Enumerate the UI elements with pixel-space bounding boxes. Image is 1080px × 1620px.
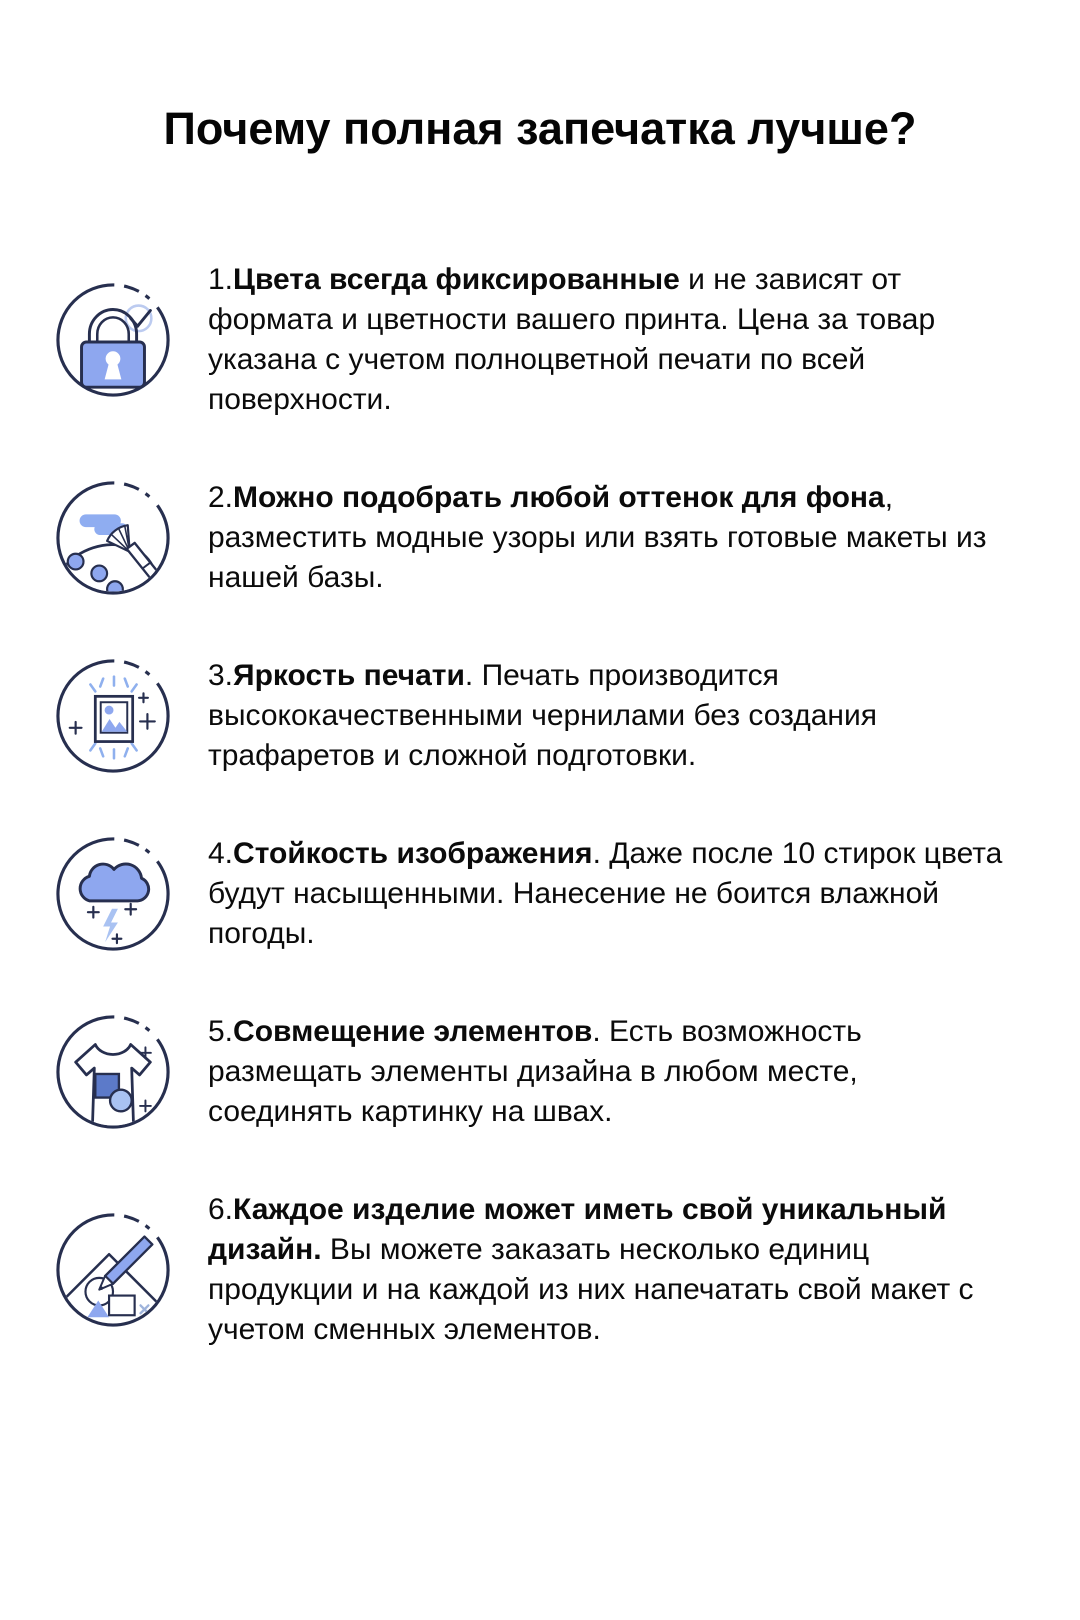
- benefit-bold: Яркость печати: [233, 659, 465, 692]
- benefit-number: 1.: [208, 263, 234, 296]
- benefit-text: [208, 260, 1004, 420]
- benefit-bold: Стойкость изображения: [233, 837, 593, 870]
- benefit-rest: и не зависят от формата и цветности вашего принта. Цена за товар указана с учетом полноцветной печати по всей поверхности.: [208, 263, 936, 416]
- benefit-rest: . Есть возможность размещать элементы дизайна в любом месте, соединять картинку на швах.: [208, 1015, 862, 1128]
- benefit-text: [208, 834, 1004, 954]
- lock-icon: [54, 281, 172, 399]
- palette-icon: [54, 479, 172, 597]
- benefit-item-1: [38, 260, 1042, 420]
- tshirt-icon: [54, 1013, 172, 1131]
- benefit-number: 4.: [208, 837, 234, 870]
- benefit-number: 3.: [208, 659, 234, 692]
- cloud-weather-icon: [54, 835, 172, 953]
- pencil-design-icon: [54, 1211, 172, 1329]
- benefit-item-4: [38, 834, 1042, 954]
- benefit-rest: . Печать производится высококачественными чернилами без создания трафаретов и сложной подготовки.: [208, 659, 877, 772]
- benefit-number: 5.: [208, 1015, 234, 1048]
- benefit-item-2: [38, 478, 1042, 598]
- benefit-rest: , разместить модные узоры или взять готовые макеты из нашей базы.: [208, 481, 987, 594]
- benefit-bold: Совмещение элементов: [233, 1015, 593, 1048]
- benefits-list: [38, 260, 1042, 1350]
- benefit-number: 6.: [208, 1193, 234, 1226]
- image-brightness-icon: [54, 657, 172, 775]
- benefit-rest: . Даже после 10 стирок цвета будут насыщенными. Нанесение не боится влажной погоды.: [208, 837, 1003, 950]
- benefit-item-5: [38, 1012, 1042, 1132]
- benefit-text: [208, 478, 1004, 598]
- benefit-item-3: [38, 656, 1042, 776]
- benefit-bold: Можно подобрать любой оттенок для фона: [233, 481, 885, 514]
- benefit-text: [208, 656, 1004, 776]
- benefit-number: 2.: [208, 481, 234, 514]
- benefit-bold: Каждое изделие может иметь свой уникальный дизайн.: [208, 1193, 947, 1266]
- page-title: Почему полная запечатка лучше?: [163, 103, 917, 154]
- benefit-text: [208, 1190, 1004, 1350]
- benefit-rest: Вы можете заказать несколько единиц продукции и на каждой из них напечатать свой макет с учетом сменных элементов.: [208, 1233, 974, 1346]
- benefit-bold: Цвета всегда фиксированные: [233, 263, 680, 296]
- benefit-item-6: [38, 1190, 1042, 1350]
- benefit-text: [208, 1012, 1004, 1132]
